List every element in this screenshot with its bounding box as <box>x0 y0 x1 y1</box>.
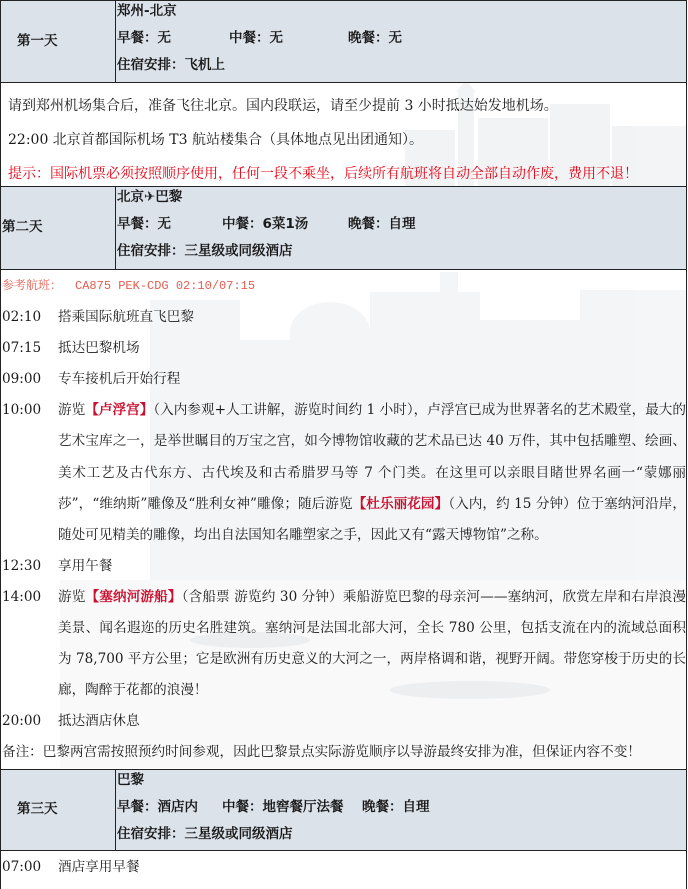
day3-label: 第三天 <box>1 770 116 850</box>
day1-content-row <box>0 83 687 187</box>
entry-description: 酒店享用早餐 <box>58 859 140 875</box>
entry-time: 09:00 <box>2 371 42 388</box>
entry-description: 搭乘国际航班直飞巴黎 <box>58 309 194 326</box>
day3-meals <box>117 797 686 817</box>
reference-flight <box>1 270 686 302</box>
entry-text: 游览 <box>58 588 86 605</box>
day1-route: 郑州-北京 <box>117 3 177 19</box>
entry-text: 游览 <box>58 402 86 419</box>
entry-time: 07:00 <box>2 859 42 875</box>
day3-info <box>116 770 686 850</box>
entry-description: 专车接机后开始行程 <box>58 371 181 388</box>
entry-text: （入内，约 15 分钟）位于塞纳河沿岸，随处可见精美的雕像，均出自法国知名雕塑家之手，因此又有“露天博物馆”之称。 <box>58 495 687 543</box>
entry-description <box>58 395 686 550</box>
day2-breakfast: 早餐：无 <box>117 216 171 232</box>
entry-time: 07:15 <box>2 340 42 357</box>
day1-tip: 提示：国际机票必须按照顺序使用，任何一段不乘坐，后续所有航班将自动全部自动作废，费用不退！ <box>8 166 638 182</box>
schedule-entry-seine-cruise <box>1 582 686 706</box>
entry-time: 10:00 <box>2 402 42 419</box>
day2-label: 第二天 <box>1 187 116 269</box>
day2-content-row <box>0 270 687 770</box>
day1-info <box>116 1 686 82</box>
day1-header-row <box>0 0 687 83</box>
day3-content-row <box>0 851 687 889</box>
entry-text: （入内参观+人工讲解，游览时间约 1 小时），卢浮宫已成为世界著名的艺术殿堂，最大的艺术宝库之一，是举世瞩目的万宝之宫，如今博物馆收藏的艺术品已达 40 万件，其中包括雕塑、绘画、美术工艺及古代东方、古代埃及和古希腊罗马等 7 个门类。在这里可以亲眼目睹世界名画一“蒙娜丽莎”，“维纳斯”雕像及“胜利女神”雕像；随后游览 <box>58 402 687 512</box>
day2-note: 备注：巴黎两宫需按照预约时间参观，因此巴黎景点实际游览顺序以导游最终安排为准，但保证内容不变！ <box>2 744 641 761</box>
day1-label: 第一天 <box>1 1 116 82</box>
day2-lunch: 中餐：6菜1汤 <box>222 216 309 232</box>
attraction-highlight-tuileries: 【杜乐丽花园】 <box>352 495 449 512</box>
reference-flight-label: 参考航班： <box>2 278 63 292</box>
day3-dinner: 晚餐：自理 <box>362 799 430 815</box>
day1-meals <box>117 28 686 48</box>
entry-description: 抵达酒店休息 <box>58 713 140 730</box>
day1-meeting-point: 22:00 北京首都国际机场 T3 航站楼集合（具体地点见出团通知）。 <box>8 132 423 148</box>
day2-dinner: 晚餐：自理 <box>348 216 416 232</box>
day2-meals <box>117 214 686 234</box>
entry-time: 12:30 <box>2 557 42 574</box>
schedule-entry <box>1 302 686 333</box>
day1-breakfast: 早餐：无 <box>117 30 171 46</box>
day3-breakfast: 早餐：酒店内 <box>117 799 198 815</box>
attraction-highlight-seine: 【塞纳河游船】 <box>85 588 182 605</box>
reference-flight-info: CA875 PEK-CDG 02:10/07:15 <box>75 279 256 293</box>
day2-info <box>116 187 686 269</box>
day3-lodging: 住宿安排：三星级或同级酒店 <box>117 826 293 842</box>
schedule-entry <box>1 852 686 883</box>
entry-text: （含船票 游览约 30 分钟）乘船游览巴黎的母亲河——塞纳河，欣赏左岸和右岸浪漫美景、闻名遐迩的历史名胜建筑。塞纳河是法国北部大河，全长 780 公里，包括支流在内的流域总面积为 78,700 平方公里；它是欧洲有历史意义的大河之一，两岸格调和谐，视野开阔。带您穿梭于历史的长廊，陶醉于花都的浪漫！ <box>58 588 687 699</box>
day2-header-row <box>0 187 687 270</box>
attraction-highlight-louvre: 【卢浮宫】 <box>85 402 154 419</box>
entry-description <box>58 582 686 706</box>
schedule-entry <box>1 364 686 395</box>
day2-lodging: 住宿安排：三星级或同级酒店 <box>117 243 293 259</box>
entry-description: 享用午餐 <box>58 557 113 574</box>
schedule-entry <box>1 333 686 364</box>
entry-description: 抵达巴黎机场 <box>58 340 140 357</box>
schedule-entry <box>1 706 686 737</box>
day1-dinner: 晚餐：无 <box>348 30 402 46</box>
entry-time: 02:10 <box>2 309 42 326</box>
day1-lunch: 中餐：无 <box>229 30 283 46</box>
day3-route: 巴黎 <box>117 772 144 788</box>
entry-time: 14:00 <box>2 588 42 605</box>
day1-instruction: 请到郑州机场集合后，准备飞往北京。国内段联运，请至少提前 3 小时抵达始发地机场。 <box>8 98 558 114</box>
schedule-entry-louvre <box>1 395 686 550</box>
day2-route: 北京✈巴黎 <box>117 189 183 205</box>
day3-lunch: 中餐：地窖餐厅法餐 <box>222 799 344 815</box>
schedule-entry <box>1 551 686 582</box>
day1-lodging: 住宿安排：飞机上 <box>117 57 225 73</box>
entry-time: 20:00 <box>2 713 42 730</box>
day3-header-row <box>0 770 687 851</box>
